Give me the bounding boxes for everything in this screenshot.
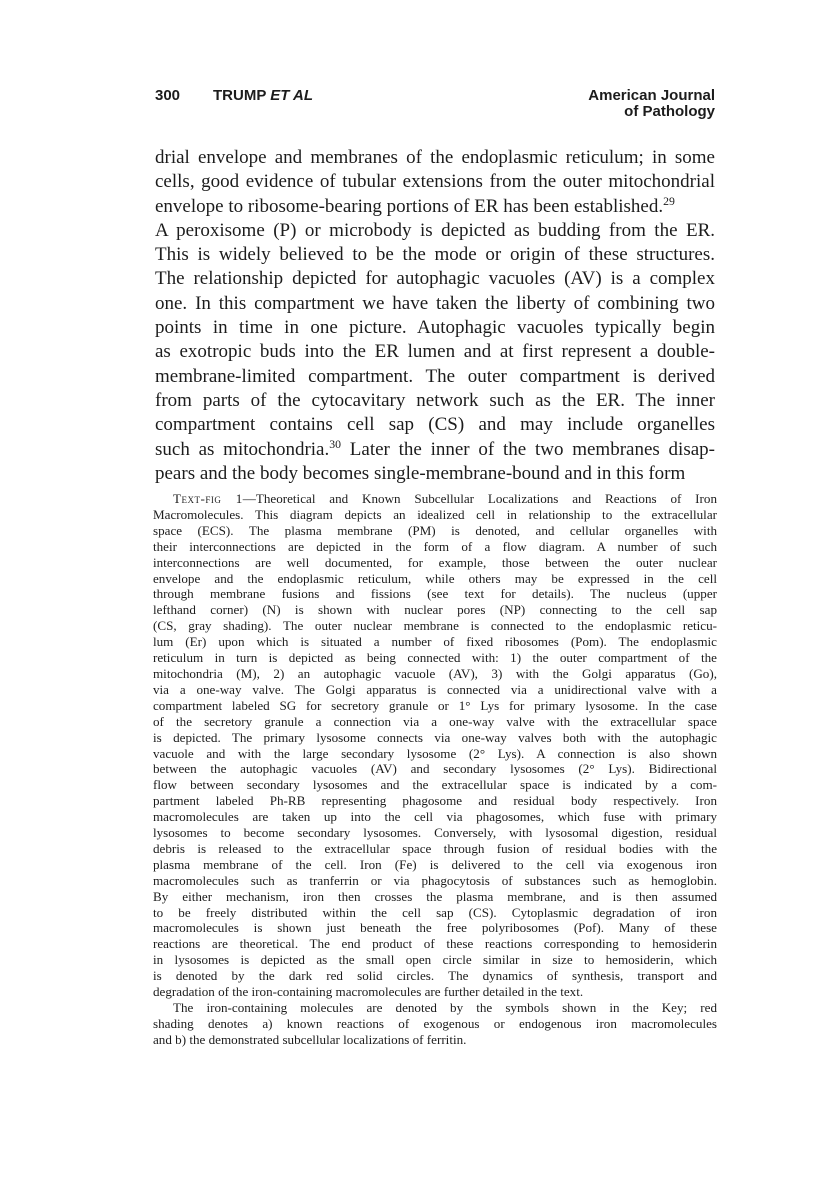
body-line: compartment contains cell sap (CS) and may include organelles	[155, 414, 715, 436]
body-line: cells, good evidence of tubular extensions from the outer mitochondrial	[155, 171, 715, 193]
caption-line: macromolecules such as tranferrin or via phagocytosis of substances such as hemoglobin.	[153, 872, 717, 888]
caption-line: between the autophagic vacuoles (AV) and secondary lysosomes (2° Lys). Bidirectional	[153, 761, 717, 777]
caption-line: (CS, gray shading). The outer nuclear membrane is connected to the endoplasmic reticu-	[153, 618, 717, 634]
body-line: drial envelope and membranes of the endoplasmic reticulum; in some	[155, 147, 715, 168]
caption-line: space (ECS). The plasma membrane (PM) is denoted, and cellular organelles with	[153, 522, 717, 538]
caption-line: debris is released to the extracellular space through fusion of residual bodies with the	[153, 840, 717, 856]
caption-line: via a one-way valve. The Golgi apparatus is connected via a unidirectional valve with a	[153, 681, 717, 697]
body-line: membrane-limited compartment. The outer compartment is derived	[155, 365, 715, 387]
caption-line: Macromolecules. This diagram depicts an idealized cell in relationship to the extracellular	[153, 506, 717, 522]
body-line: envelope to ribosome-bearing portions of ER has been established.$^{29}$	[155, 194, 675, 217]
caption-line: compartment labeled SG for secretory granule or 1° Lys for primary lysosome. In the case	[153, 697, 717, 713]
caption-line: to be freely distributed within the cell sap (CS). Cytoplasmic degradation of iron	[153, 904, 717, 920]
caption-line: plasma membrane of the cell. Iron (Fe) is delivered to the cell via exogenous iron	[153, 856, 717, 872]
caption-line: is denoted by the dark red solid circles. The dynamics of synthesis, transport and	[153, 968, 717, 984]
caption-line: reticulum in turn is depicted as being connected with: 1) the outer compartment of the	[153, 650, 717, 666]
body-line: as exotropic buds into the ER lumen and at first represent a double-	[155, 341, 715, 363]
body-line: points in time in one picture. Autophagic vacuoles typically begin	[155, 317, 715, 339]
caption-line: macromolecules are taken up into the cell via phagosomes, which fuse with primary	[153, 809, 717, 825]
caption-line: Text-fig 1—Theoretical and Known Subcellular Localizations and Reactions of Iron	[173, 491, 717, 506]
caption-line: partment labeled Ph-RB representing phagosome and residual body respectively. Iron	[153, 793, 717, 809]
caption-line: By either mechanism, iron then crosses the plasma membrane, and is then assumed	[153, 888, 717, 904]
reference-29: 29	[663, 194, 675, 208]
key-note-line: The iron-containing molecules are denoted by the symbols shown in the Key; red	[173, 1000, 717, 1015]
body-line: A peroxisome (P) or microbody is depicted as budding from the ER.	[155, 219, 715, 241]
running-header	[155, 88, 715, 128]
body-text	[155, 146, 715, 486]
caption-line: mitochondria (M), 2) an autophagic vacuole (AV), 3) with the Golgi apparatus (Go),	[153, 665, 717, 681]
caption-line: of the secretory granule a connection via a one-way valve with the extracellular space	[153, 713, 717, 729]
body-line: one. In this compartment we have taken the liberty of combining two	[155, 292, 715, 314]
caption-line: interconnections are well documented, for example, those between the outer nuclear	[153, 554, 717, 570]
key-note-line: shading denotes a) known reactions of exogenous or endogenous iron macromolecules	[153, 1015, 717, 1031]
caption-line: through membrane fusions and fissions (see text for details). The nucleus (upper	[153, 586, 717, 602]
caption-line: vacuole and with the large secondary lysosome (2° Lys). A connection is also shown	[153, 745, 717, 761]
page-number: 300	[155, 87, 181, 104]
caption-line: flow between secondary lysosomes and the extracellular space is indicated by a com-	[153, 777, 717, 793]
caption-line: in lysosomes is depicted as the small open circle similar in size to hemosiderin, which	[153, 952, 717, 968]
caption-line: macromolecules is shown just beneath the free polyribosomes (Pof). Many of these	[153, 920, 717, 936]
caption-line: reactions are theoretical. The end product of these reactions corresponding to hemosiderin	[153, 936, 717, 952]
reference-30: 30	[329, 437, 342, 451]
caption-line: envelope and the endoplasmic reticulum, while others may be expressed in the cell	[153, 570, 717, 586]
caption-line: is depicted. The primary lysosome connects via one-way valves both with the autophagic	[153, 729, 717, 745]
body-line: This is widely believed to be the mode or origin of these structures.	[155, 244, 715, 266]
journal-title: American Journal of Pathology	[588, 87, 715, 120]
caption-line: lum (Er) upon which is situated a number of fixed ribosomes (Pom). The endoplasmic	[153, 634, 717, 650]
key-note-line: and b) the demonstrated subcellular localizations of ferritin.	[153, 1031, 467, 1047]
caption-line: lefthand corner) (N) is shown with nuclear pores (NP) connecting to the cell sap	[153, 602, 717, 618]
body-line: from parts of the cytocavitary network such as the ER. The inner	[155, 389, 715, 411]
running-head-authors: TRUMP ET AL	[213, 87, 314, 104]
body-line: such as mitochondria.$^{30}$ Later the inner of the two membranes disap-	[155, 437, 715, 460]
figure-caption	[153, 491, 717, 1048]
caption-line: degradation of the iron-containing macromolecules are further detailed in the text.	[153, 984, 584, 1000]
caption-label: Text-fig 1	[173, 491, 243, 506]
caption-line: their interconnections are depicted in the form of a flow diagram. A number of such	[153, 538, 717, 554]
body-line: pears and the body becomes single-membrane-bound and in this form	[155, 462, 686, 484]
body-line: The relationship depicted for autophagic vacuoles (AV) is a complex	[155, 268, 715, 290]
caption-line: lysosomes to become secondary lysosomes. Conversely, with lysosomal digestion, residual	[153, 825, 717, 841]
